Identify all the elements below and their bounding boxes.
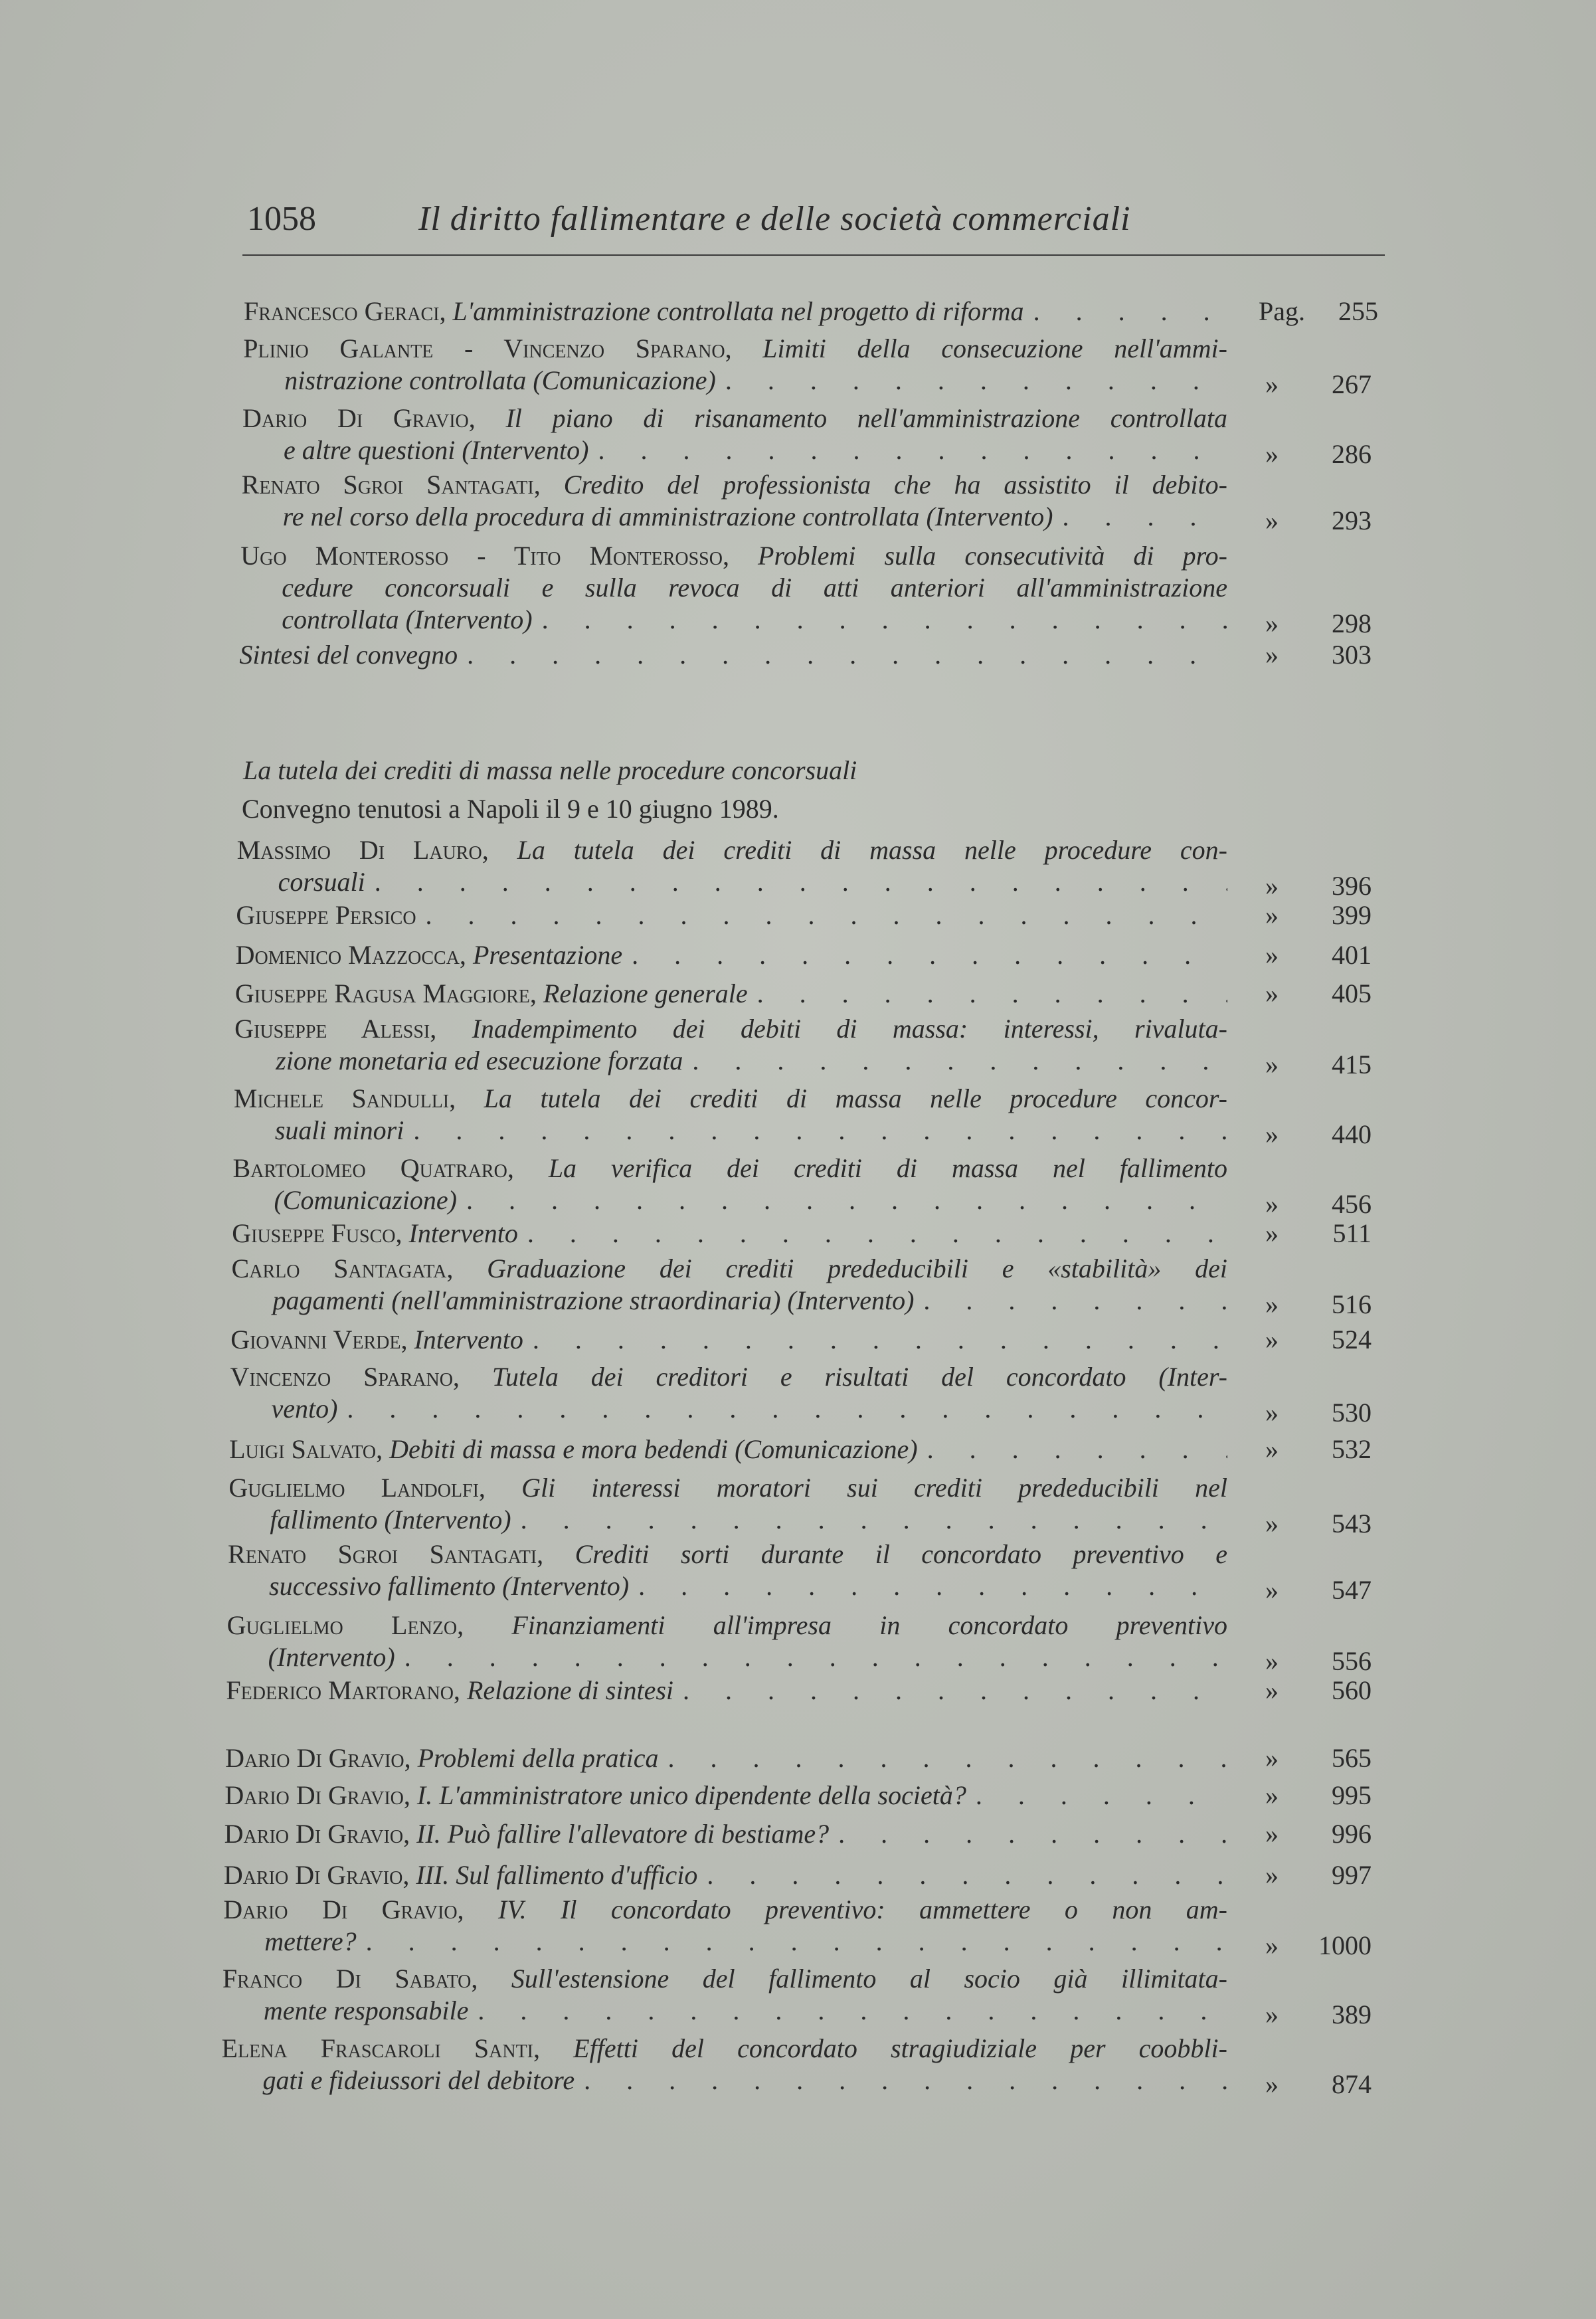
- entry-author: Giovanni Verde,: [230, 1325, 408, 1355]
- page-number-ref: 303: [1332, 640, 1372, 670]
- toc-entry: [232, 1253, 1227, 1317]
- running-header: [247, 199, 1383, 252]
- ditto-mark: »: [1265, 1188, 1279, 1219]
- entry-line: [224, 1818, 1227, 1850]
- page-reference: [1265, 2069, 1372, 2100]
- ditto-mark: »: [1265, 1119, 1279, 1150]
- entry-title-line: successivo fallimento (Intervento): [269, 1571, 630, 1602]
- entry-title-line: Problemi della pratica: [417, 1743, 659, 1774]
- dot-leader: [588, 434, 1227, 466]
- entry-title-line: cedure concorsuali e sulla revoca di atti anteriori all'amministrazione: [282, 572, 1227, 603]
- page-number-ref: 389: [1332, 1999, 1372, 2030]
- entry-line: [228, 1538, 1227, 1570]
- entry-title-line: Finanziamenti all'impresa in concordato preventivo: [511, 1610, 1227, 1640]
- page-number-ref: 293: [1332, 505, 1372, 535]
- page-reference: [1265, 1218, 1372, 1249]
- dot-leader: [575, 2065, 1227, 2096]
- page-number-ref: 874: [1332, 2069, 1372, 2099]
- entry-line: [243, 365, 1227, 397]
- entry-line: [222, 2033, 1227, 2065]
- toc-entry: [222, 1963, 1227, 2027]
- toc-entry: [230, 1361, 1227, 1425]
- entry-line: [232, 1253, 1227, 1285]
- dot-leader: [1053, 501, 1227, 533]
- entry-line: [230, 1324, 1227, 1356]
- entry-line: [244, 296, 1227, 327]
- page-reference: [1265, 1289, 1372, 1320]
- entry-line: [232, 1153, 1227, 1184]
- entry-title-line: Intervento: [414, 1325, 523, 1355]
- entry-line: [230, 1361, 1227, 1393]
- entry-line: [234, 1115, 1227, 1147]
- entry-title-line: IV. Il concordato preventivo: ammettere o non am-: [498, 1894, 1227, 1924]
- entry-line: [234, 1045, 1227, 1077]
- entry-author: Giuseppe Persico: [236, 900, 416, 931]
- entry-title-line: Credito del professionista che ha assistito il debito-: [563, 469, 1227, 500]
- dot-leader: [468, 1995, 1227, 2027]
- page-reference: [1265, 1434, 1372, 1465]
- page-reference: [1265, 639, 1372, 670]
- entry-title-line: II. Può fallire l'allevatore di bestiame?: [416, 1818, 830, 1849]
- toc-entry: [223, 1894, 1227, 1958]
- entry-line: [225, 1742, 1227, 1774]
- entry-text: [239, 639, 458, 671]
- entry-title-line: Relazione generale: [543, 978, 748, 1009]
- page-number-ref: 996: [1332, 1818, 1372, 1849]
- page-reference: [1265, 1645, 1372, 1677]
- entry-text: [270, 1504, 511, 1536]
- entry-title-line: Sintesi del convegno: [239, 640, 458, 670]
- entry-author: Michele Sandulli,: [233, 1083, 456, 1114]
- entry-author: Federico Martorano,: [226, 1675, 460, 1705]
- entry-title-line: Problemi sulla consecutività di pro-: [758, 540, 1227, 571]
- toc-entry: [232, 1153, 1227, 1216]
- entry-title-line: mente responsabile: [263, 1995, 469, 2026]
- entry-line: [237, 834, 1227, 866]
- dot-leader: [533, 604, 1227, 636]
- ditto-mark: »: [1265, 438, 1279, 469]
- ditto-mark: »: [1265, 1675, 1279, 1705]
- entry-text: [275, 1115, 404, 1147]
- entry-title-line: Relazione di sintesi: [466, 1675, 674, 1705]
- entry-line: [224, 1780, 1227, 1811]
- dot-leader: [357, 1926, 1227, 1958]
- entry-line: [222, 2065, 1227, 2096]
- toc-entry: [244, 296, 1227, 327]
- dot-leader: [748, 978, 1227, 1010]
- ditto-mark: »: [1265, 940, 1279, 971]
- dot-leader: [683, 1045, 1227, 1077]
- ditto-mark: »: [1265, 900, 1279, 931]
- entry-line: [240, 604, 1227, 636]
- dot-leader: [416, 899, 1227, 931]
- page-number-ref: 396: [1332, 871, 1372, 901]
- toc-entry: [228, 1472, 1227, 1536]
- entry-author: Luigi Salvato,: [229, 1434, 383, 1464]
- entry-title-line: Tutela dei creditori e risultati del concordato (Inter-: [491, 1361, 1227, 1392]
- dot-leader: [673, 1675, 1227, 1707]
- page-number-ref: 399: [1332, 900, 1372, 931]
- toc-entry: [227, 1610, 1227, 1673]
- page-number-ref: 440: [1332, 1119, 1372, 1150]
- page-number-ref: 556: [1332, 1645, 1372, 1676]
- entry-line: [237, 866, 1227, 898]
- toc-entry: [236, 899, 1227, 931]
- toc-entry: [229, 1434, 1227, 1465]
- page-number-ref: 405: [1332, 978, 1372, 1009]
- entry-line: [242, 469, 1227, 501]
- page-number-ref: 298: [1332, 608, 1372, 638]
- entry-text: [232, 1218, 518, 1250]
- ditto-mark: »: [1265, 1780, 1279, 1811]
- ditto-mark: »: [1265, 1325, 1279, 1355]
- entry-title-line: L'amministrazione controllata nel progetto di riforma: [452, 296, 1024, 327]
- entry-text: [273, 1285, 915, 1317]
- entry-line: [229, 1434, 1227, 1465]
- page-reference: [1265, 1930, 1372, 1961]
- ditto-mark: »: [1265, 2069, 1279, 2099]
- ditto-mark: »: [1265, 1743, 1279, 1774]
- entry-title-line: corsuali: [278, 867, 365, 897]
- toc-entry: [234, 1083, 1227, 1147]
- entry-author: Franco Di Sabato,: [222, 1964, 478, 1994]
- entry-text: [224, 1818, 830, 1850]
- dot-leader: [457, 1184, 1227, 1216]
- page-number-ref: 267: [1332, 369, 1372, 400]
- ditto-mark: »: [1265, 871, 1279, 901]
- entry-title-line: suali minori: [274, 1115, 404, 1146]
- entry-author: Giuseppe Fusco,: [232, 1218, 402, 1248]
- journal-title: Il diritto fallimentare e delle società commerciali: [418, 200, 1131, 238]
- page-reference: [1265, 1574, 1372, 1606]
- entry-line: [242, 434, 1227, 466]
- entry-text: [282, 604, 532, 636]
- dot-leader: [697, 1859, 1227, 1891]
- entry-author: Domenico Mazzocca,: [235, 940, 466, 971]
- toc-entry: [236, 939, 1227, 971]
- entry-text: [271, 1393, 337, 1425]
- page-reference: [1265, 1119, 1372, 1150]
- entry-line: [232, 1285, 1227, 1317]
- entry-line: [232, 1184, 1227, 1216]
- entry-text: [264, 1995, 468, 2027]
- entry-author: Guglielmo Lenzo,: [226, 1610, 464, 1640]
- page-number-ref: 997: [1332, 1860, 1372, 1891]
- page-number-ref: 565: [1332, 1743, 1372, 1774]
- entry-title-line: Crediti sorti durante il concordato preventivo e: [575, 1539, 1227, 1570]
- page-reference: [1265, 1324, 1372, 1355]
- ditto-mark: »: [1265, 1289, 1279, 1320]
- ditto-mark: »: [1265, 1818, 1279, 1849]
- entry-text: [278, 866, 365, 898]
- ditto-mark: »: [1265, 1860, 1279, 1891]
- page-reference: [1265, 1188, 1372, 1220]
- dot-leader: [716, 365, 1227, 397]
- entry-author: Dario Di Gravio,: [223, 1860, 410, 1891]
- entry-line: [234, 1013, 1227, 1045]
- dot-leader: [914, 1285, 1227, 1317]
- toc-entry: [234, 1013, 1227, 1077]
- toc-entry: [232, 1218, 1227, 1250]
- toc-entry: [224, 1859, 1227, 1891]
- entry-text: [268, 1641, 395, 1673]
- dot-leader: [1024, 296, 1227, 327]
- ditto-mark: »: [1265, 1508, 1279, 1538]
- entry-text: [226, 1675, 673, 1707]
- entry-line: [230, 1393, 1227, 1425]
- entry-line: [223, 1894, 1227, 1926]
- toc-entry: [242, 469, 1227, 533]
- page-number-ref: 530: [1332, 1397, 1372, 1428]
- toc-entry: [224, 1818, 1227, 1850]
- entry-author: Plinio Galante - Vincenzo Sparano,: [243, 333, 732, 364]
- page-number: 1058: [247, 200, 316, 238]
- ditto-mark: »: [1265, 1575, 1279, 1606]
- ditto-mark: »: [1265, 978, 1279, 1009]
- entry-line: [236, 899, 1227, 931]
- entry-text: [283, 501, 1053, 533]
- toc-entry: [242, 403, 1227, 466]
- entry-title-line: (Comunicazione): [274, 1184, 457, 1215]
- page-reference: [1265, 505, 1372, 536]
- entry-line: [239, 639, 1227, 671]
- entry-author: Giuseppe Alessi,: [234, 1014, 437, 1044]
- dot-leader: [629, 1570, 1227, 1602]
- entry-title-line: La tutela dei crediti di massa nelle procedure con-: [517, 835, 1227, 866]
- entry-title-line: Debiti di massa e mora bedendi (Comunicazione): [389, 1434, 918, 1464]
- page-reference: [1265, 899, 1372, 931]
- entry-line: [227, 1641, 1227, 1673]
- entry-title-line: Inadempimento dei debiti di massa: interessi, rivaluta-: [472, 1014, 1227, 1044]
- toc-entry: [226, 1675, 1227, 1707]
- pag-label: Pag.: [1259, 296, 1305, 327]
- ditto-mark: »: [1265, 1645, 1279, 1676]
- entry-line: [223, 1926, 1227, 1958]
- ditto-mark: »: [1265, 505, 1279, 535]
- page-reference: [1265, 438, 1372, 470]
- dot-leader: [511, 1504, 1227, 1536]
- entry-text: [284, 434, 589, 466]
- entry-line: [234, 1083, 1227, 1115]
- entry-text: [276, 1045, 683, 1077]
- entry-text: [229, 1434, 918, 1465]
- entry-author: Guglielmo Landolfi,: [228, 1472, 486, 1503]
- entry-line: [228, 1570, 1227, 1602]
- page-number-ref: 532: [1332, 1434, 1372, 1464]
- ditto-mark: »: [1265, 1434, 1279, 1464]
- page-number-ref: 1000: [1318, 1930, 1372, 1960]
- ditto-mark: »: [1265, 369, 1279, 400]
- entry-text: [236, 939, 622, 971]
- entry-title-line: re nel corso della procedura di amministrazione controllata (Intervento): [282, 501, 1053, 531]
- entry-author: Carlo Santagata,: [231, 1253, 454, 1284]
- page-reference: [1265, 1859, 1372, 1891]
- dot-leader: [659, 1742, 1227, 1774]
- entry-title-line: pagamenti (nell'amministrazione straordinaria) (Intervento): [272, 1285, 915, 1316]
- page-number-ref: 524: [1332, 1325, 1372, 1355]
- entry-text: [263, 2065, 575, 2096]
- entry-author: Elena Frascaroli Santi,: [221, 2033, 540, 2063]
- entry-title-line: mettere?: [264, 1926, 357, 1956]
- entry-line: [236, 939, 1227, 971]
- entry-author: Renato Sgroi Santagati,: [241, 469, 541, 500]
- entry-title-line: I. L'amministratore unico dipendente della società?: [416, 1780, 966, 1811]
- entry-title-line: La tutela dei crediti di massa nelle procedure concor-: [484, 1083, 1227, 1114]
- dot-leader: [458, 639, 1227, 671]
- entry-text: [224, 1859, 698, 1891]
- page-reference: [1265, 369, 1372, 400]
- page-reference: [1265, 1049, 1372, 1080]
- entry-line: [242, 403, 1227, 434]
- dot-leader: [829, 1818, 1227, 1850]
- entry-author: Francesco Geraci,: [244, 296, 446, 327]
- entry-title-line: zione monetaria ed esecuzione forzata: [276, 1046, 683, 1076]
- ditto-mark: »: [1265, 640, 1279, 670]
- page-number-ref: 401: [1332, 940, 1372, 971]
- entry-line: [226, 1675, 1227, 1707]
- entry-title-line: nistrazione controllata (Comunicazione): [284, 365, 716, 396]
- header-rule: [242, 254, 1385, 256]
- entry-author: Dario Di Gravio,: [224, 1818, 410, 1849]
- entry-line: [235, 978, 1227, 1010]
- page-reference: [1265, 608, 1372, 639]
- dot-leader: [518, 1218, 1227, 1250]
- entry-line: [243, 333, 1227, 365]
- section-subtitle: Convegno tenutosi a Napoli il 9 e 10 giugno 1989.: [242, 794, 779, 824]
- page-number-ref: 456: [1332, 1188, 1372, 1219]
- page-reference: [1265, 978, 1372, 1009]
- entry-title-line: Intervento: [408, 1218, 518, 1248]
- dot-leader: [523, 1324, 1227, 1356]
- page-number-ref: 415: [1332, 1050, 1372, 1080]
- entry-title-line: Limiti della consecuzione nell'ammi-: [762, 333, 1227, 364]
- dot-leader: [622, 939, 1227, 971]
- toc-entry: [224, 1780, 1227, 1811]
- toc-entry: [228, 1538, 1227, 1602]
- entry-title-line: Graduazione dei crediti prededucibili e «stabilità» dei: [487, 1253, 1227, 1284]
- entry-title-line: Presentazione: [472, 940, 623, 971]
- page-number-ref: 543: [1332, 1508, 1372, 1538]
- entry-line: [228, 1472, 1227, 1504]
- ditto-mark: »: [1265, 608, 1279, 638]
- page-reference: [1265, 1818, 1372, 1849]
- entry-title-line: Gli interessi moratori sui crediti prededucibili nel: [521, 1472, 1227, 1503]
- entry-text: [230, 1324, 523, 1356]
- toc-entry: [235, 978, 1227, 1010]
- toc-entry: [222, 2033, 1227, 2096]
- ditto-mark: »: [1265, 1930, 1279, 1960]
- ditto-mark: »: [1265, 1999, 1279, 2030]
- entry-author: Giuseppe Ragusa Maggiore,: [234, 978, 537, 1009]
- entry-line: [240, 572, 1227, 604]
- page-number-ref: 286: [1332, 438, 1372, 469]
- ditto-mark: »: [1265, 1397, 1279, 1428]
- toc-entry: [225, 1742, 1227, 1774]
- entry-author: Renato Sgroi Santagati,: [228, 1539, 544, 1570]
- entry-title-line: La verifica dei crediti di massa nel fallimento: [548, 1153, 1227, 1183]
- entry-title-line: III. Sul fallimento d'ufficio: [416, 1860, 698, 1891]
- entry-text: [284, 365, 716, 397]
- entry-title-line: fallimento (Intervento): [270, 1504, 511, 1534]
- dot-leader: [395, 1641, 1227, 1673]
- entry-title-line: Effetti del concordato stragiudiziale per coobbli-: [573, 2033, 1227, 2063]
- entry-author: Dario Di Gravio,: [224, 1780, 410, 1811]
- entry-line: [240, 540, 1227, 572]
- toc-entry: [243, 333, 1227, 397]
- entry-author: Ugo Monterosso - Tito Monterosso,: [240, 540, 729, 571]
- entry-title-line: Sull'estensione del fallimento al socio già illimitata-: [511, 1964, 1227, 1994]
- entry-line: [228, 1504, 1227, 1536]
- page-reference: [1265, 1780, 1372, 1811]
- dot-leader: [918, 1434, 1227, 1465]
- page-number-ref: 516: [1332, 1289, 1372, 1320]
- page-reference: [1265, 1742, 1372, 1774]
- dot-leader: [365, 866, 1227, 898]
- entry-author: Massimo Di Lauro,: [236, 835, 489, 866]
- page-number-ref: 995: [1332, 1780, 1372, 1811]
- dot-leader: [966, 1780, 1227, 1811]
- entry-text: [244, 296, 1024, 327]
- entry-text: [274, 1184, 457, 1216]
- entry-text: [235, 978, 748, 1010]
- page-reference: [1265, 1675, 1372, 1706]
- page-number-ref: 255: [1338, 296, 1378, 327]
- entry-line: [232, 1218, 1227, 1250]
- entry-title-line: e altre questioni (Intervento): [283, 434, 589, 465]
- toc-entry: [237, 834, 1227, 898]
- entry-title-line: Il piano di risanamento nell'amministrazione controllata: [505, 403, 1227, 433]
- entry-text: [236, 899, 416, 931]
- entry-author: Vincenzo Sparano,: [230, 1361, 460, 1392]
- dot-leader: [404, 1115, 1227, 1147]
- entry-author: Dario Di Gravio,: [242, 403, 476, 433]
- entry-text: [264, 1926, 356, 1958]
- toc-entry: [239, 639, 1227, 671]
- entry-author: Dario Di Gravio,: [225, 1743, 411, 1774]
- page-reference: [1259, 296, 1378, 327]
- entry-title-line: (Intervento): [268, 1641, 395, 1672]
- entry-title-line: vento): [271, 1393, 338, 1424]
- toc-entry: [230, 1324, 1227, 1356]
- entry-line: [224, 1859, 1227, 1891]
- dot-leader: [337, 1393, 1227, 1425]
- ditto-mark: »: [1265, 1050, 1279, 1080]
- entry-author: Bartolomeo Quatraro,: [232, 1153, 514, 1183]
- entry-title-line: controllata (Intervento): [282, 604, 533, 634]
- entry-line: [222, 1963, 1227, 1995]
- page-number-ref: 547: [1332, 1575, 1372, 1606]
- page-reference: [1265, 1999, 1372, 2030]
- page-reference: [1265, 1508, 1372, 1539]
- page-reference: [1265, 870, 1372, 901]
- entry-text: [224, 1780, 966, 1811]
- entry-author: Dario Di Gravio,: [223, 1894, 464, 1924]
- entry-title-line: gati e fideiussori del debitore: [262, 2065, 575, 2095]
- entry-line: [222, 1995, 1227, 2027]
- page-number-ref: 511: [1332, 1218, 1372, 1248]
- ditto-mark: »: [1265, 1218, 1279, 1248]
- entry-line: [242, 501, 1227, 533]
- section-title: La tutela dei crediti di massa nelle procedure concorsuali: [243, 755, 857, 785]
- page-reference: [1265, 1397, 1372, 1428]
- page-number-ref: 560: [1332, 1675, 1372, 1705]
- entry-line: [227, 1610, 1227, 1641]
- page-reference: [1265, 939, 1372, 971]
- toc-entry: [240, 540, 1227, 636]
- entry-text: [225, 1742, 658, 1774]
- entry-text: [269, 1570, 629, 1602]
